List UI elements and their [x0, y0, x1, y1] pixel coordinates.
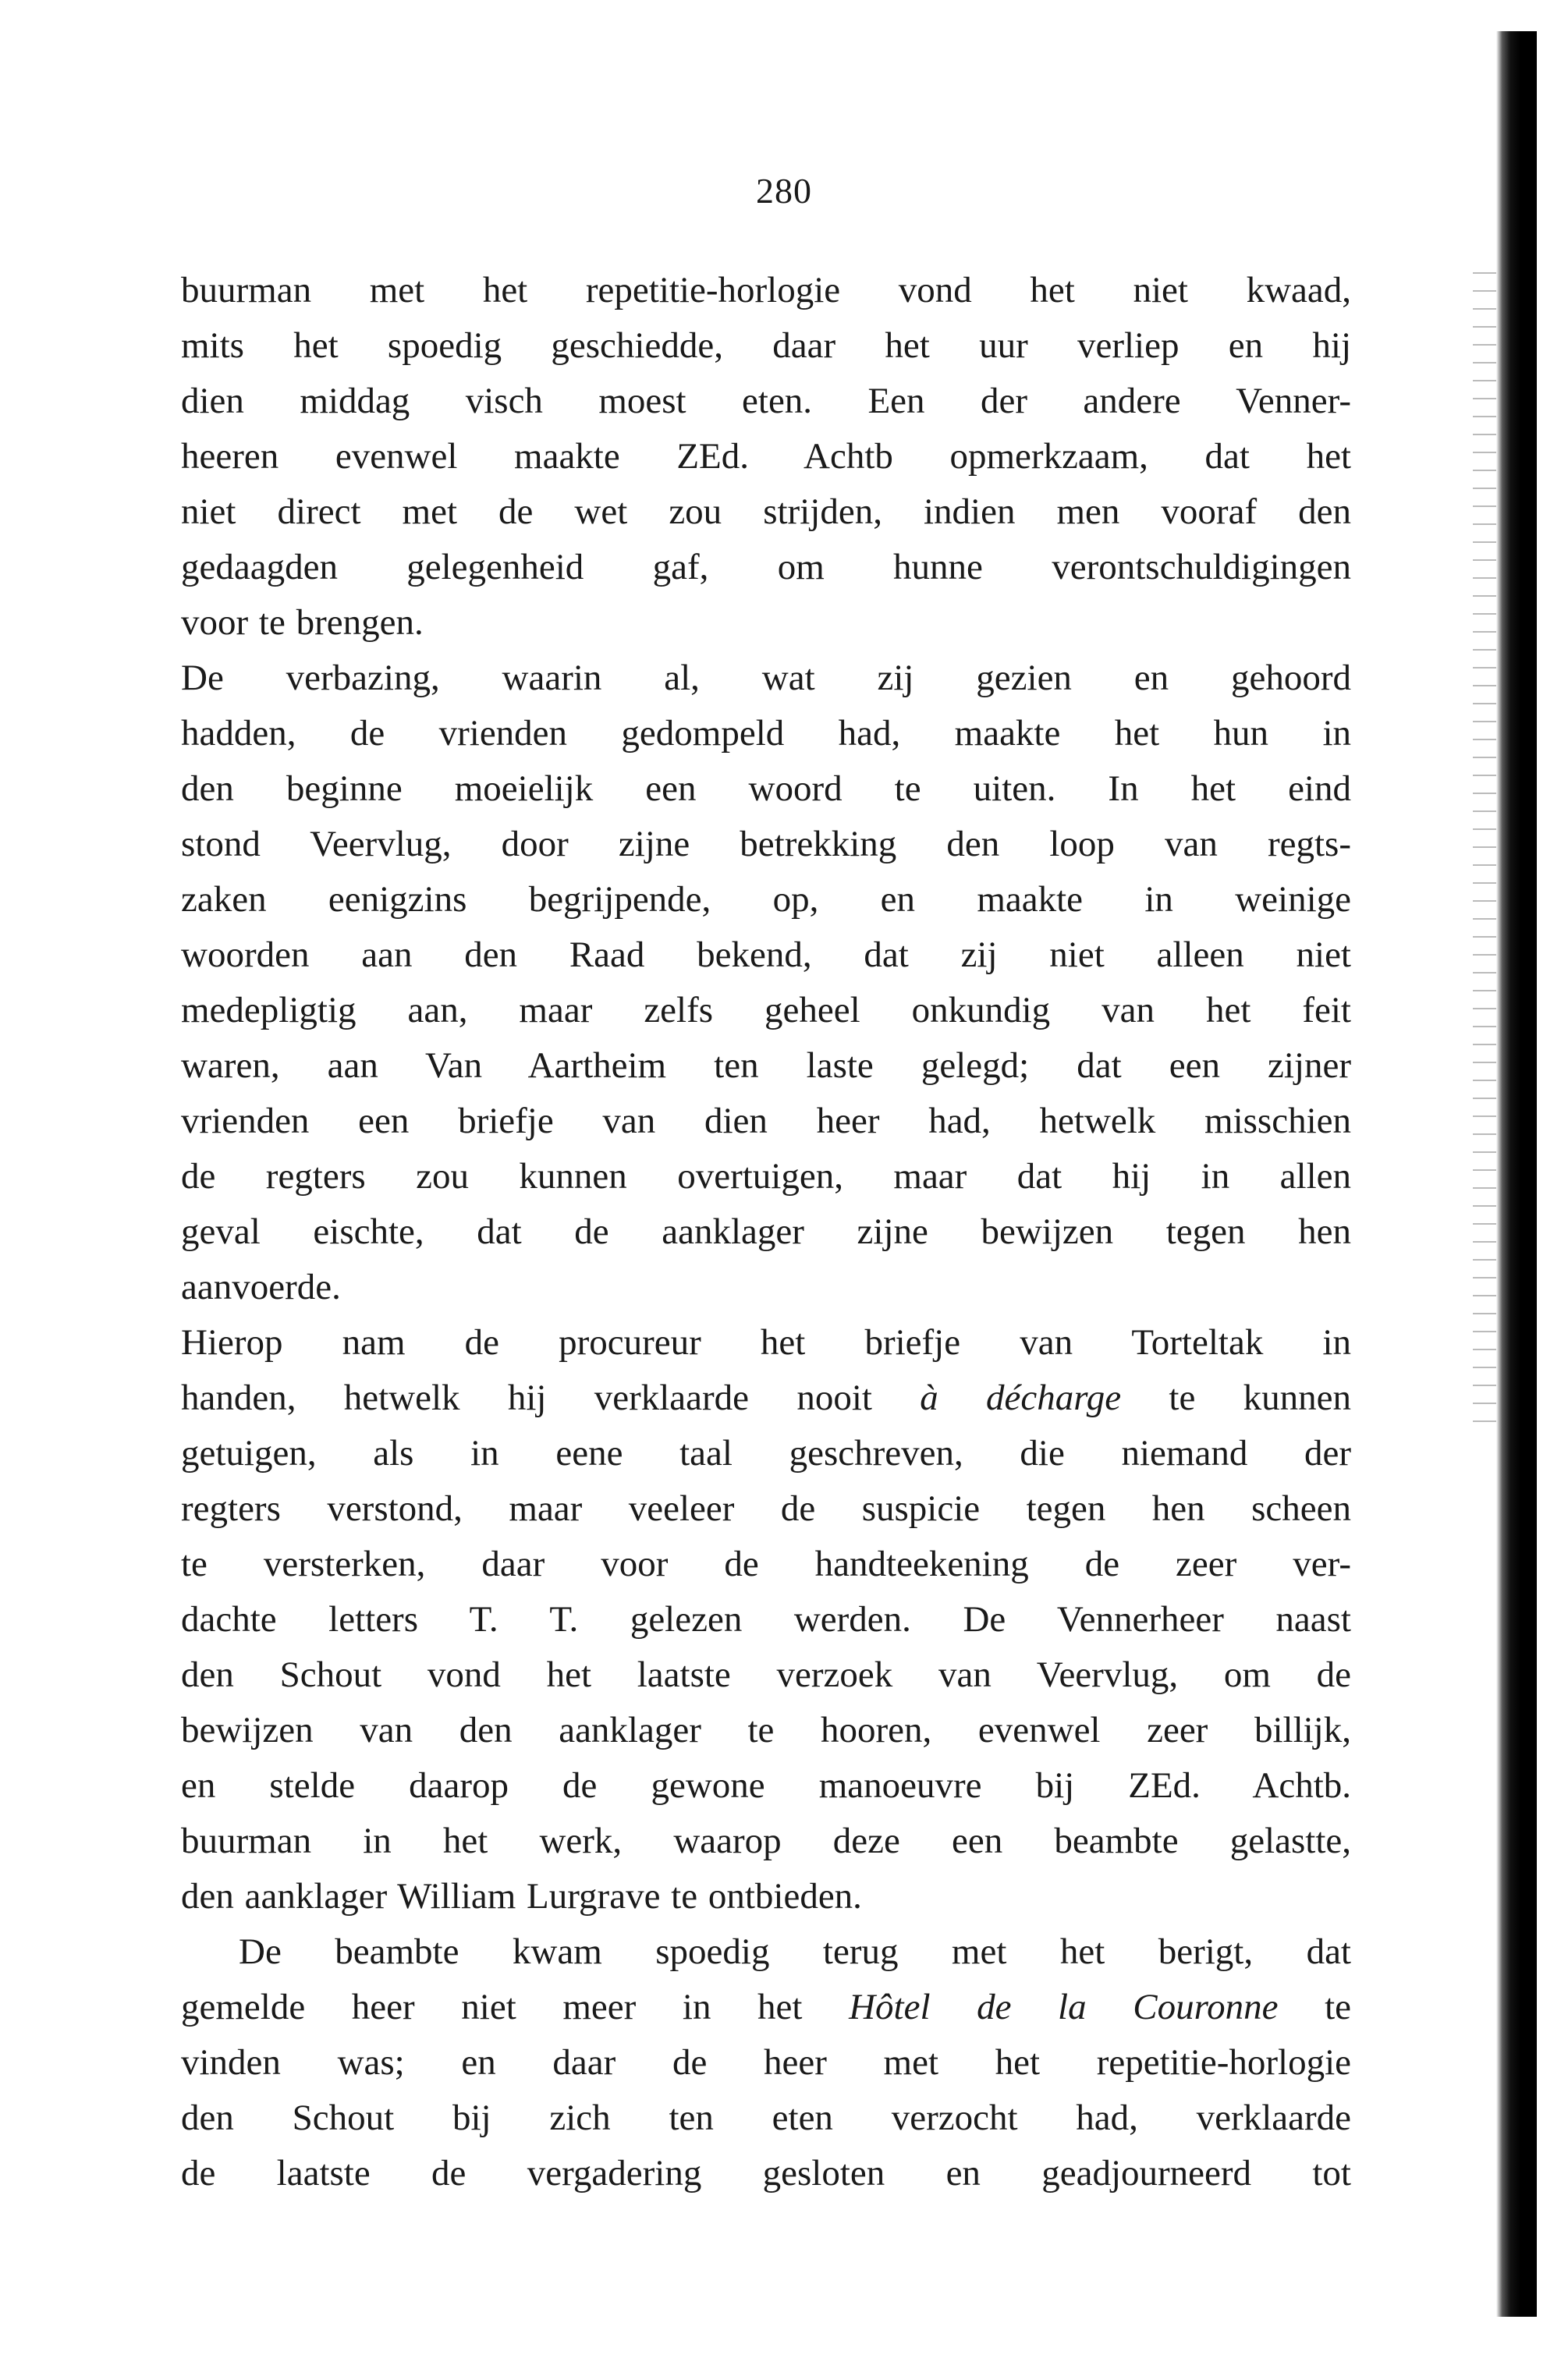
- text-line: [181, 761, 1351, 817]
- text-line: [181, 1592, 1351, 1647]
- text-segment: geval eischte, dat de aanklager zijne bewijzen tegen hen: [181, 1211, 1351, 1252]
- text-line: [181, 1980, 1351, 2035]
- text-line: [181, 1814, 1351, 1869]
- page-number: 280: [756, 171, 812, 211]
- text-segment: Hierop nam de procureur het briefje van Torteltak in: [181, 1322, 1351, 1363]
- text-segment: niet direct met de wet zou strijden, indien men vooraf den: [181, 491, 1351, 532]
- text-line: [181, 1149, 1351, 1204]
- text-segment: buurman in het werk, waarop deze een beambte gelastte,: [181, 1821, 1351, 1861]
- text-segment: getuigen, als in eene taal geschreven, die niemand der: [181, 1433, 1351, 1474]
- text-line: [181, 927, 1351, 983]
- text-segment: mits het spoedig geschiedde, daar het uur verliep en hij: [181, 325, 1351, 366]
- text-segment: dachte letters T. T. gelezen werden. De Vennerheer naast: [181, 1599, 1351, 1640]
- text-segment: de laatste de vergadering gesloten en geadjourneerd tot: [181, 2153, 1351, 2194]
- text-segment: regters verstond, maar veeleer de suspicie tegen hen scheen: [181, 1488, 1351, 1529]
- text-segment: vinden was; en daar de heer met het repetitie-horlogie: [181, 2042, 1351, 2083]
- text-line: [181, 1038, 1351, 1094]
- text-line: [181, 1260, 1351, 1315]
- text-segment: handen, hetwelk hij verklaarde nooit: [181, 1378, 921, 1418]
- text-segment: bewijzen van den aanklager te hooren, evenwel zeer billijk,: [181, 1710, 1351, 1750]
- text-line: [181, 817, 1351, 872]
- text-segment: hadden, de vrienden gedompeld had, maakte het hun in: [181, 713, 1351, 754]
- text-segment: heeren evenwel maakte ZEd. Achtb opmerkzaam, dat het: [181, 436, 1351, 477]
- text-line: [181, 263, 1351, 318]
- scan-edge-shadow: [1473, 31, 1543, 2317]
- text-line: [181, 1204, 1351, 1260]
- italic-text: à décharge: [920, 1378, 1122, 1418]
- body-text: [181, 263, 1351, 2201]
- text-line: [181, 983, 1351, 1038]
- text-segment: dien middag visch moest eten. Een der andere Venner-: [181, 381, 1351, 421]
- text-line: [181, 2091, 1351, 2146]
- text-segment: den Schout bij zich ten eten verzocht had, verklaarde: [181, 2098, 1351, 2138]
- text-line: [181, 429, 1351, 484]
- text-segment: den Schout vond het laatste verzoek van Veervlug, om de: [181, 1654, 1351, 1695]
- text-segment: en stelde daarop de gewone manoeuvre bij ZEd. Achtb.: [181, 1765, 1351, 1806]
- text-segment: aanvoerde.: [181, 1267, 341, 1307]
- text-line: [181, 872, 1351, 927]
- text-segment: gedaagden gelegenheid gaf, om hunne verontschuldigingen: [181, 547, 1351, 587]
- text-line: [181, 1094, 1351, 1149]
- text-line: [181, 1647, 1351, 1703]
- text-line: [181, 484, 1351, 540]
- text-segment: te: [1278, 1987, 1352, 2027]
- text-segment: de regters zou kunnen overtuigen, maar dat hij in allen: [181, 1156, 1351, 1197]
- text-segment: medepligtig aan, maar zelfs geheel onkundig van het feit: [181, 990, 1351, 1030]
- text-line: [181, 1924, 1351, 1980]
- text-line: [181, 540, 1351, 595]
- text-segment: voor te brengen.: [181, 602, 424, 643]
- text-line: [181, 706, 1351, 761]
- text-line: [181, 1481, 1351, 1537]
- text-segment: gemelde heer niet meer in het: [181, 1987, 850, 2027]
- text-line: [181, 2035, 1351, 2091]
- text-segment: den aanklager William Lurgrave te ontbieden.: [181, 1876, 862, 1917]
- text-line: [181, 1703, 1351, 1758]
- text-line: [181, 2146, 1351, 2201]
- text-line: [181, 318, 1351, 374]
- text-segment: te versterken, daar voor de handteekening de zeer ver-: [181, 1544, 1351, 1584]
- text-line: [181, 1537, 1351, 1592]
- text-line: [181, 1371, 1351, 1426]
- text-line: [181, 1315, 1351, 1371]
- text-line: [181, 1869, 1351, 1924]
- text-line: [181, 1758, 1351, 1814]
- text-line: [181, 651, 1351, 706]
- text-segment: stond Veervlug, door zijne betrekking den loop van regts-: [181, 824, 1351, 864]
- text-segment: waren, aan Van Aartheim ten laste gelegd; dat een zijner: [181, 1045, 1351, 1086]
- text-segment: te kunnen: [1121, 1378, 1351, 1418]
- text-segment: den beginne moeielijk een woord te uiten. In het eind: [181, 768, 1351, 809]
- text-segment: De beambte kwam spoedig terug met het berigt, dat: [239, 1931, 1351, 1972]
- text-segment: buurman met het repetitie-horlogie vond het niet kwaad,: [181, 270, 1351, 310]
- text-segment: woorden aan den Raad bekend, dat zij niet alleen niet: [181, 935, 1351, 975]
- text-line: [181, 374, 1351, 429]
- text-segment: zaken eenigzins begrijpende, op, en maakte in weinige: [181, 879, 1351, 920]
- text-line: [181, 1426, 1351, 1481]
- text-segment: vrienden een briefje van dien heer had, hetwelk misschien: [181, 1101, 1351, 1141]
- italic-text: Hôtel de la Couronne: [849, 1987, 1279, 2027]
- text-segment: De verbazing, waarin al, wat zij gezien en gehoord: [181, 658, 1351, 698]
- text-line: [181, 595, 1351, 651]
